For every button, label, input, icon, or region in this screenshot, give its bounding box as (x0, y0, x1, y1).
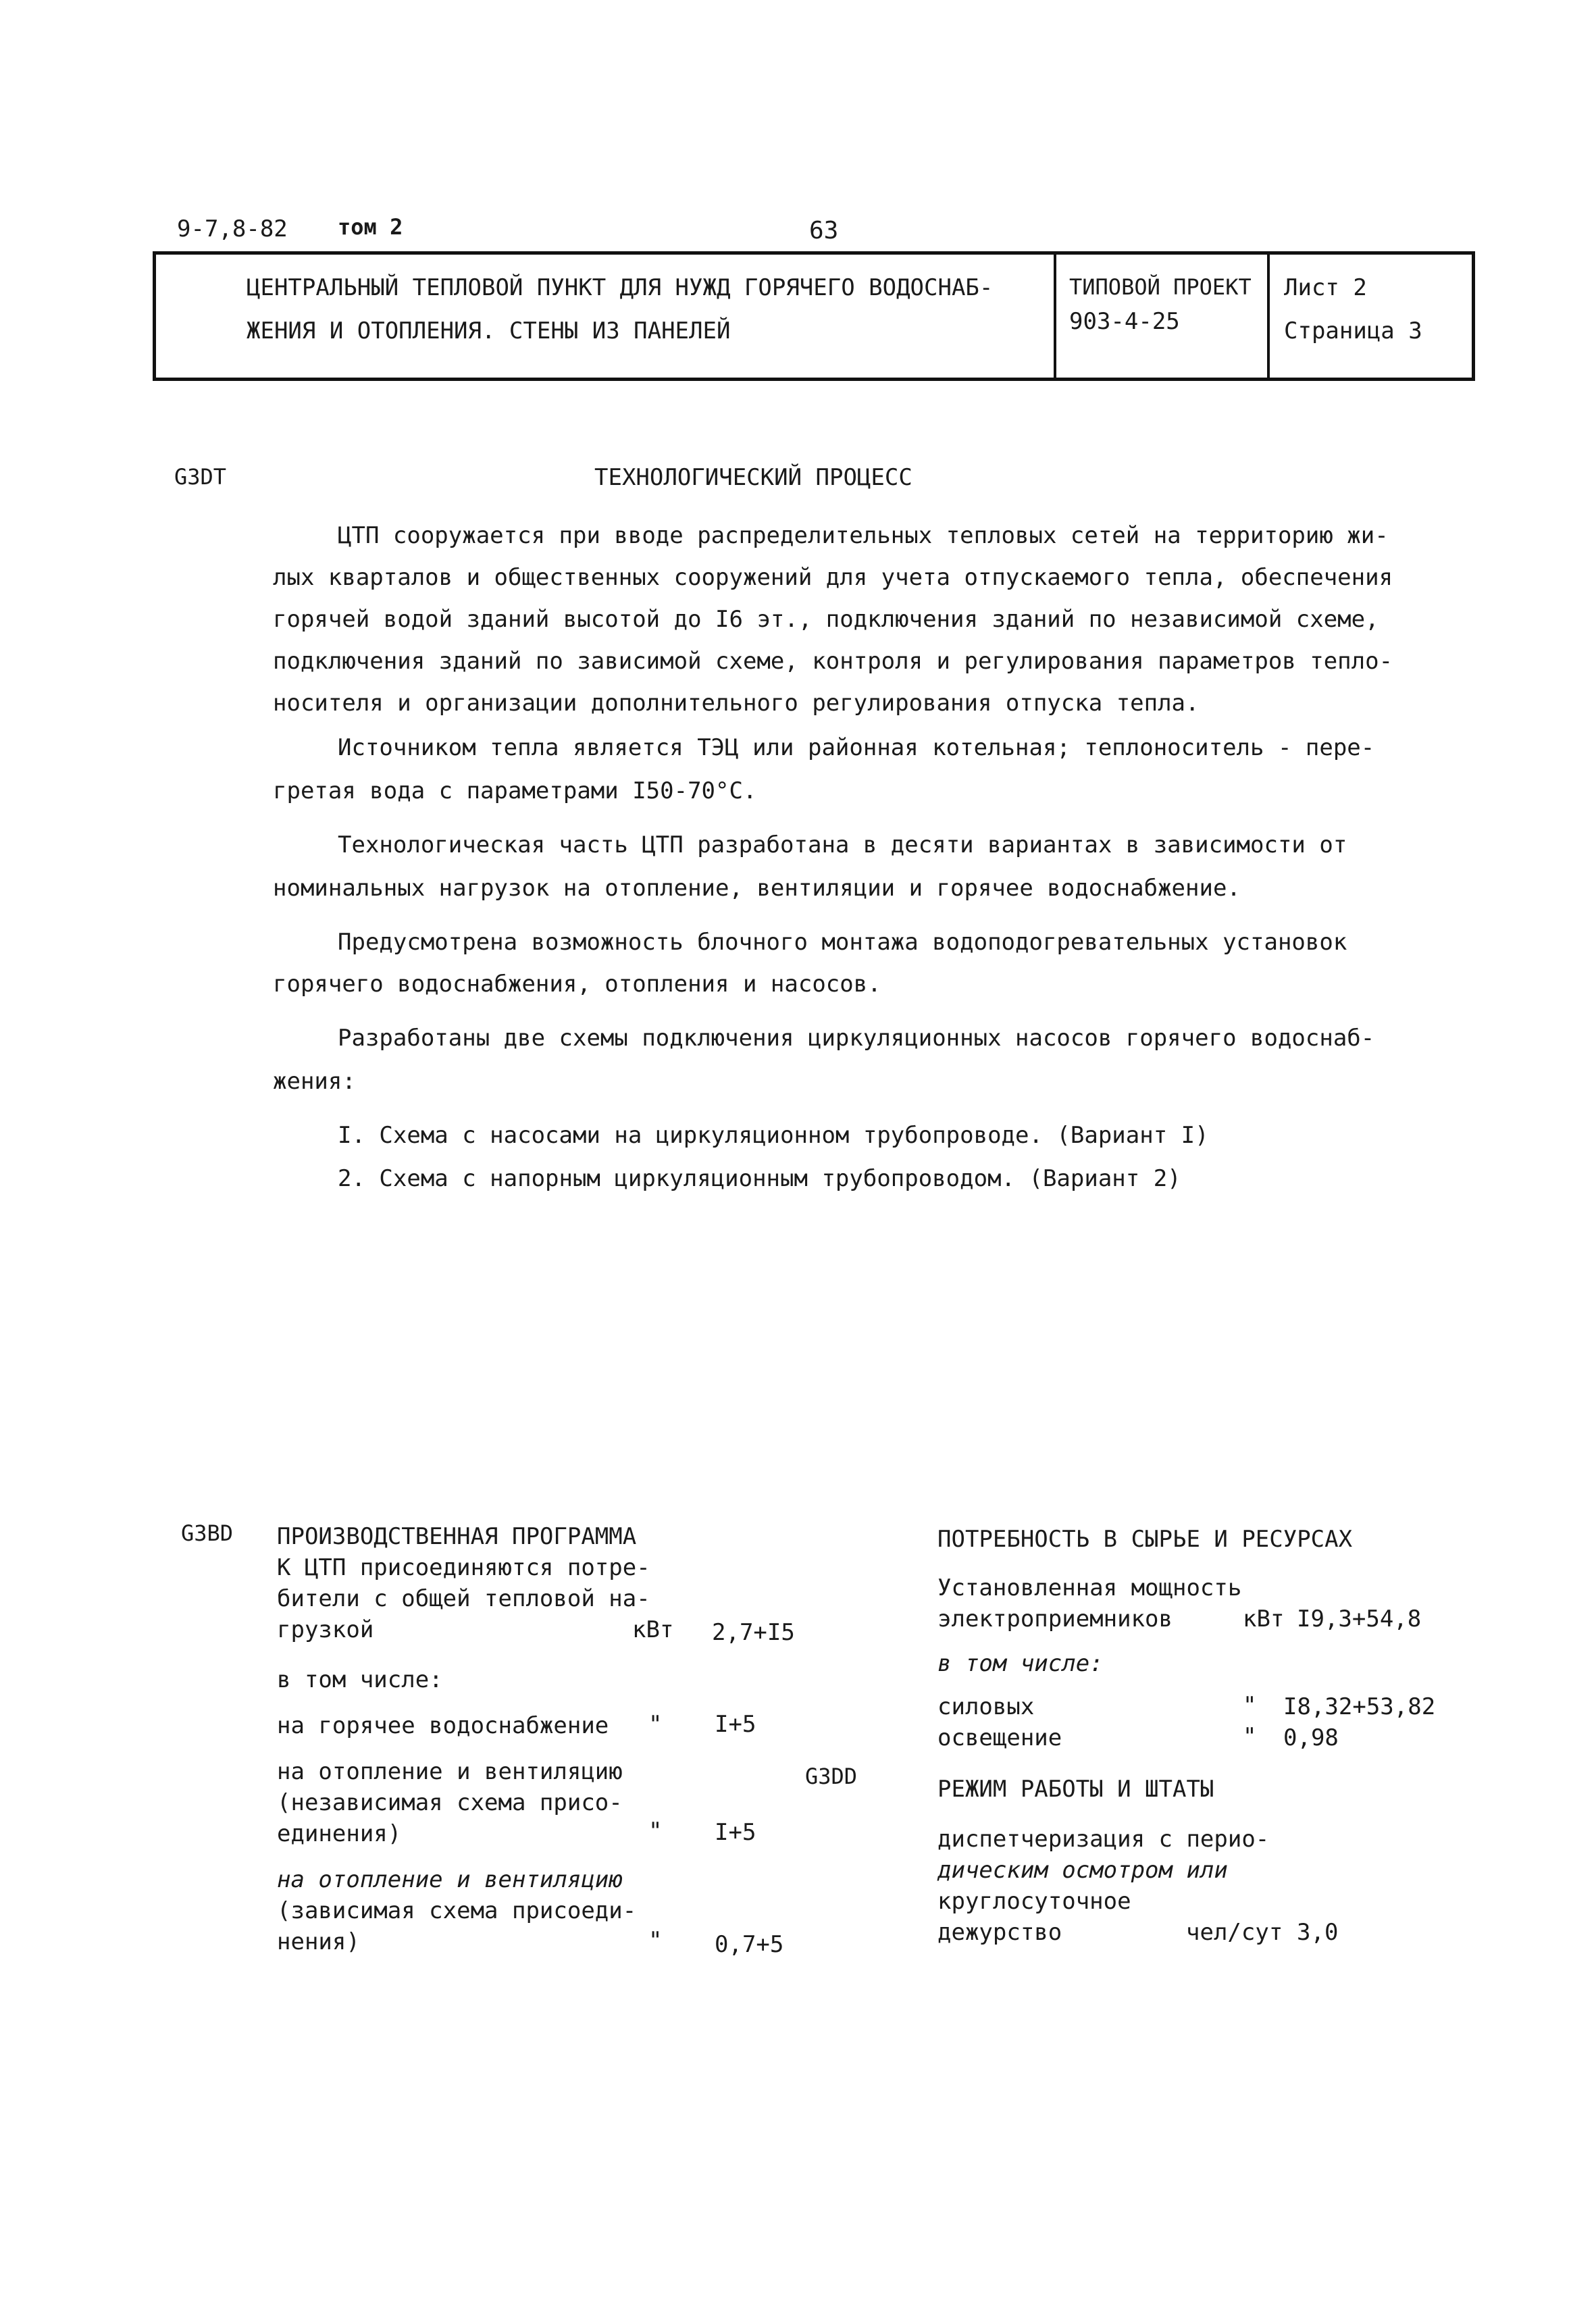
paragraph-line: Предусмотрена возможность блочного монтажа водоподогревательных установок (338, 929, 1347, 956)
title-line-1: ЦЕНТРАЛЬНЫЙ ТЕПЛОВОЙ ПУНКТ ДЛЯ НУЖД ГОРЯЧЕГО ВОДОСНАБ- (247, 274, 994, 301)
sheet-label: Лист 2 (1284, 274, 1367, 301)
paragraph-line: жения: (273, 1068, 356, 1095)
load-label: грузкой (277, 1616, 374, 1643)
ditto-mark: " (648, 1711, 663, 1738)
power-value: I8,32+53,82 (1283, 1693, 1436, 1720)
paragraph-line: горячей водой зданий высотой до I6 эт., подключения зданий по независимой схеме, (273, 606, 1379, 633)
paragraph-line: Источником тепла является ТЭЦ или районная котельная; теплоноситель - пере- (338, 734, 1375, 761)
paragraph-line: лых кварталов и общественных сооружений для учета отпускаемого тепла, обеспечения (273, 564, 1393, 591)
section-code-g3dd: G3DD (805, 1764, 858, 1789)
section-heading-resources: ПОТРЕБНОСТЬ В СЫРЬЕ И РЕСУРСАХ (937, 1526, 1353, 1553)
ditto-mark: " (648, 1927, 663, 1954)
installed-power-line: электроприемников (937, 1605, 1173, 1632)
project-number: 903-4-25 (1069, 308, 1180, 335)
hot-water-label: на горячее водоснабжение (277, 1712, 609, 1739)
list-item: 2. Схема с напорным циркуляционным трубопроводом. (Вариант 2) (338, 1165, 1181, 1192)
doc-code: 9-7,8-82 (177, 215, 288, 242)
section-code-g3bd: G3BD (181, 1520, 234, 1546)
heating-dep-line: на отопление и вентиляцию (277, 1866, 623, 1893)
page-number: 63 (809, 217, 839, 245)
work-mode-line: диспетчеризация с перио- (937, 1826, 1270, 1853)
ditto-mark: " (1243, 1723, 1257, 1750)
lighting-label: освещение (937, 1724, 1062, 1751)
heating-indep-line: на отопление и вентиляцию (277, 1758, 623, 1785)
production-intro-line: К ЦТП присоединяются потре- (277, 1554, 650, 1581)
installed-power-line: Установленная мощность (937, 1574, 1242, 1601)
heating-dep-line: нения) (277, 1928, 360, 1955)
title-divider-1 (1054, 255, 1056, 378)
title-divider-2 (1267, 255, 1270, 378)
section-heading-work-mode: РЕЖИМ РАБОТЫ И ШТАТЫ (937, 1776, 1214, 1803)
staff-value: 3,0 (1297, 1919, 1339, 1946)
paragraph-line: ЦТП сооружается при вводе распределительных тепловых сетей на территорию жи- (338, 522, 1389, 549)
work-mode-line: дежурство (937, 1919, 1062, 1946)
heating-dep-value: 0,7+5 (715, 1931, 784, 1958)
heating-indep-value: I+5 (715, 1819, 756, 1846)
paragraph-line: Разработаны две схемы подключения циркуляционных насосов горячего водоснаб- (338, 1025, 1375, 1052)
power-label: силовых (937, 1693, 1035, 1720)
section-heading-process: ТЕХНОЛОГИЧЕСКИЙ ПРОЦЕСС (594, 464, 912, 491)
load-value: 2,7+I5 (712, 1619, 795, 1646)
section-code-g3dt: G3DT (174, 464, 227, 490)
including-label: в том числе: (937, 1650, 1104, 1677)
including-label: в том числе: (277, 1666, 443, 1693)
ditto-mark: " (648, 1818, 663, 1845)
paragraph-line: Технологическая часть ЦТП разработана в десяти вариантах в зависимости от (338, 831, 1347, 858)
volume-label: том 2 (338, 214, 403, 240)
staff-unit: чел/сут (1186, 1919, 1283, 1946)
work-mode-line: дическим осмотром или (937, 1857, 1228, 1884)
load-unit: кВт (632, 1616, 674, 1643)
project-label: ТИПОВОЙ ПРОЕКТ (1069, 274, 1252, 300)
paragraph-line: носителя и организации дополнительного регулирования отпуска тепла. (273, 690, 1200, 717)
paragraph-line: подключения зданий по зависимой схеме, контроля и регулирования параметров тепло- (273, 648, 1393, 675)
heating-indep-line: (независимая схема присо- (277, 1789, 623, 1816)
hot-water-value: I+5 (715, 1711, 756, 1738)
installed-power-unit: кВт (1243, 1605, 1285, 1632)
installed-power-value: I9,3+54,8 (1297, 1605, 1422, 1632)
paragraph-line: номинальных нагрузок на отопление, вентиляции и горячее водоснабжение. (273, 875, 1241, 902)
production-intro-line: бители с общей тепловой на- (277, 1585, 650, 1612)
heating-dep-line: (зависимая схема присоеди- (277, 1897, 637, 1924)
heating-indep-line: единения) (277, 1820, 402, 1847)
paragraph-line: горячего водоснабжения, отопления и насосов. (273, 971, 881, 998)
title-line-2: ЖЕНИЯ И ОТОПЛЕНИЯ. СТЕНЫ ИЗ ПАНЕЛЕЙ (247, 317, 731, 344)
lighting-value: 0,98 (1283, 1724, 1339, 1751)
work-mode-line: круглосуточное (937, 1888, 1131, 1915)
ditto-mark: " (1243, 1692, 1257, 1719)
section-heading-production: ПРОИЗВОДСТВЕННАЯ ПРОГРАММА (277, 1523, 637, 1550)
paragraph-line: гретая вода с параметрами I50-70°С. (273, 777, 757, 804)
list-item: I. Схема с насосами на циркуляционном трубопроводе. (Вариант I) (338, 1122, 1209, 1149)
title-block (153, 251, 1475, 381)
page-label: Страница 3 (1284, 317, 1422, 344)
